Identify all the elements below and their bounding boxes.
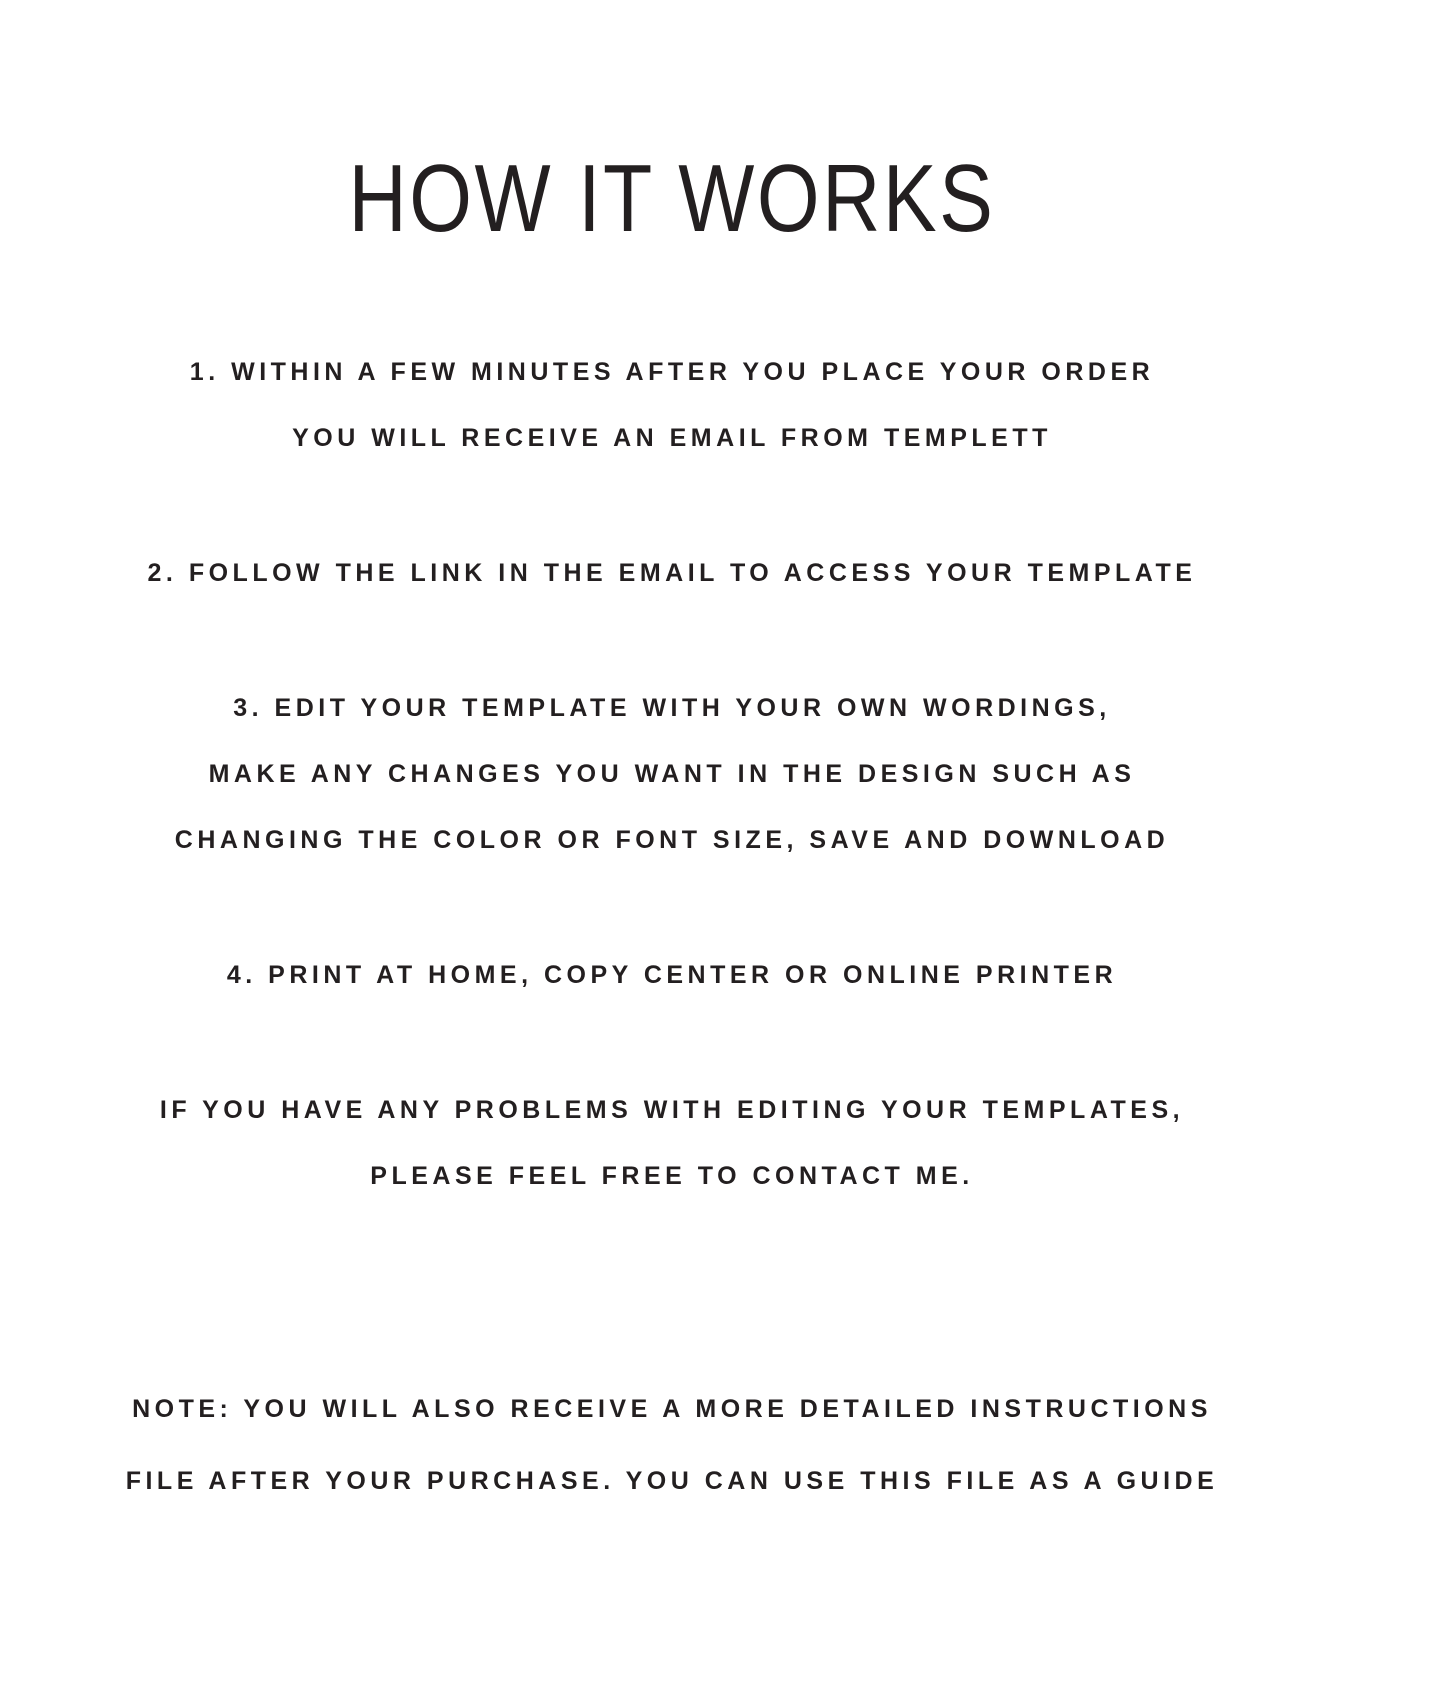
step-3-line-1: 3. EDIT YOUR TEMPLATE WITH YOUR OWN WORDINGS,	[233, 694, 1111, 722]
content-column	[72, 0, 1272, 1517]
step-1-line-1: 1. WITHIN A FEW MINUTES AFTER YOU PLACE YOUR ORDER	[189, 358, 1155, 386]
contact-line-1: IF YOU HAVE ANY PROBLEMS WITH EDITING YOUR TEMPLATES,	[159, 1096, 1185, 1124]
step-1-line-2: YOU WILL RECEIVE AN EMAIL FROM TEMPLETT	[292, 424, 1052, 452]
step-3-paragraph	[72, 675, 1272, 873]
step-4-line-1: 4. PRINT AT HOME, COPY CENTER OR ONLINE PRINTER	[226, 961, 1118, 989]
contact-line-2: PLEASE FEEL FREE TO CONTACT ME.	[370, 1162, 974, 1190]
step-4-paragraph	[72, 942, 1272, 1008]
note-paragraph	[72, 1373, 1272, 1517]
step-3-line-2: MAKE ANY CHANGES YOU WANT IN THE DESIGN SUCH AS	[208, 760, 1136, 788]
step-2-line-1: 2. FOLLOW THE LINK IN THE EMAIL TO ACCESS YOUR TEMPLATE	[147, 559, 1197, 587]
step-3-line-3: CHANGING THE COLOR OR FONT SIZE, SAVE AND DOWNLOAD	[174, 826, 1170, 854]
step-1-paragraph	[72, 339, 1272, 471]
note-line-2: FILE AFTER YOUR PURCHASE. YOU CAN USE THIS FILE AS A GUIDE	[125, 1467, 1219, 1495]
page-title: HOW IT WORKS	[348, 145, 996, 252]
contact-paragraph	[72, 1077, 1272, 1209]
step-2-paragraph	[72, 540, 1272, 606]
note-line-1: NOTE: YOU WILL ALSO RECEIVE A MORE DETAILED INSTRUCTIONS	[132, 1395, 1212, 1423]
